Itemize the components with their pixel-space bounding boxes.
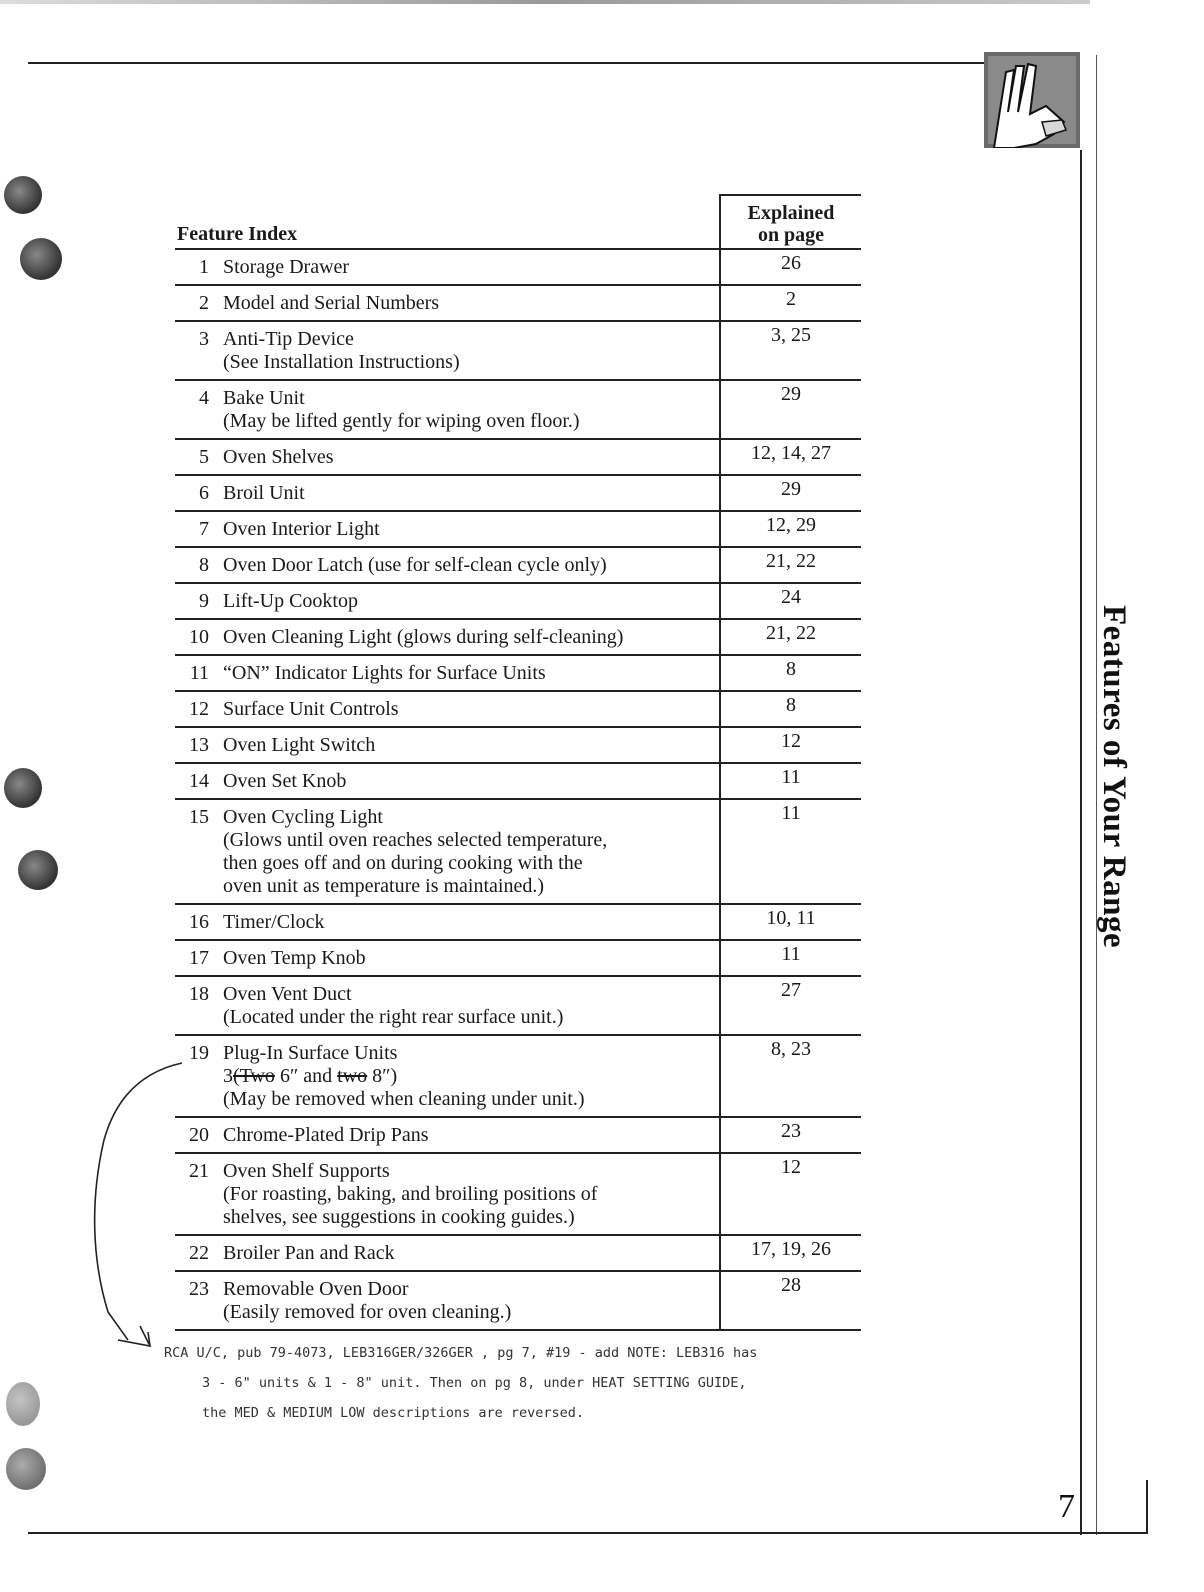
- feature-description: shelves, see suggestions in cooking guides.): [223, 1206, 575, 1228]
- page-header: [720, 195, 861, 249]
- feature-title: Model and Serial Numbers: [223, 292, 440, 314]
- feature-title: Broil Unit: [223, 482, 305, 504]
- feature-number: 17: [175, 940, 223, 976]
- note-line-1: RCA U/C, pub 79-4073, LEB316GER/326GER , pg 7, #19 - add NOTE: LEB316 has: [164, 1345, 758, 1361]
- binder-hole: [4, 176, 42, 214]
- scan-edge: [0, 0, 1090, 4]
- binder-hole: [18, 850, 58, 890]
- page-reference: 26: [720, 249, 861, 285]
- feature-description: (Easily removed for oven cleaning.): [223, 1301, 512, 1323]
- feature-number: 7: [175, 511, 223, 547]
- table-row: [175, 439, 861, 475]
- feature-name: [223, 1235, 720, 1271]
- feature-number: 6: [175, 475, 223, 511]
- page-reference: 29: [720, 380, 861, 439]
- feature-number: 9: [175, 583, 223, 619]
- feature-name: [223, 439, 720, 475]
- table-row: [175, 285, 861, 321]
- binder-hole: [6, 1382, 40, 1426]
- table-row: [175, 1117, 861, 1153]
- page-reference: 2: [720, 285, 861, 321]
- page-reference: 21, 22: [720, 619, 861, 655]
- table-row: [175, 727, 861, 763]
- corner-rule: [1146, 1480, 1148, 1532]
- feature-title: Storage Drawer: [223, 256, 350, 278]
- feature-description: (See Installation Instructions): [223, 351, 460, 373]
- page-reference: 11: [720, 799, 861, 904]
- feature-number: 21: [175, 1153, 223, 1235]
- feature-name: [223, 285, 720, 321]
- table-row: [175, 1153, 861, 1235]
- page-reference: 8: [720, 691, 861, 727]
- feature-number: 2: [175, 285, 223, 321]
- feature-title: Oven Cleaning Light (glows during self-cleaning): [223, 626, 624, 648]
- feature-name: [223, 976, 720, 1035]
- feature-name: [223, 475, 720, 511]
- feature-number: 8: [175, 547, 223, 583]
- feature-title: Plug-In Surface Units: [223, 1042, 398, 1064]
- feature-description: (May be removed when cleaning under unit.): [223, 1088, 585, 1110]
- table-row: [175, 1035, 861, 1117]
- page-reference: 3, 25: [720, 321, 861, 380]
- table-row: [175, 763, 861, 799]
- feature-name: [223, 1117, 720, 1153]
- feature-title: Chrome-Plated Drip Pans: [223, 1124, 429, 1146]
- feature-number: 18: [175, 976, 223, 1035]
- feature-description: (For roasting, baking, and broiling positions of: [223, 1183, 598, 1205]
- table-row: [175, 547, 861, 583]
- top-rule: [28, 62, 1080, 64]
- page-reference: 12, 29: [720, 511, 861, 547]
- page-reference: 21, 22: [720, 547, 861, 583]
- table-row: [175, 380, 861, 439]
- feature-number: 22: [175, 1235, 223, 1271]
- feature-index-table: [175, 194, 861, 1331]
- table-row: [175, 475, 861, 511]
- table-row: [175, 249, 861, 285]
- handwritten-edit: [223, 1065, 719, 1088]
- table-header-row: [175, 195, 861, 249]
- feature-title: “ON” Indicator Lights for Surface Units: [223, 662, 546, 684]
- page-reference: 11: [720, 763, 861, 799]
- feature-name: [223, 1271, 720, 1330]
- table-row: [175, 619, 861, 655]
- feature-description: (Located under the right rear surface unit.): [223, 1006, 564, 1028]
- page-reference: 24: [720, 583, 861, 619]
- feature-title: Bake Unit: [223, 387, 305, 409]
- feature-number: 1: [175, 249, 223, 285]
- handwritten-correction: 3: [223, 1065, 233, 1087]
- page-reference: 8: [720, 655, 861, 691]
- feature-description: (May be lifted gently for wiping oven floor.): [223, 410, 580, 432]
- feature-title: Timer/Clock: [223, 911, 325, 933]
- feature-number: 5: [175, 439, 223, 475]
- feature-name: [223, 249, 720, 285]
- page-reference: 12, 14, 27: [720, 439, 861, 475]
- table-row: [175, 1235, 861, 1271]
- feature-number: 4: [175, 380, 223, 439]
- feature-name: [223, 799, 720, 904]
- page-reference: 28: [720, 1271, 861, 1330]
- feature-number: 23: [175, 1271, 223, 1330]
- bottom-rule: [28, 1532, 1148, 1534]
- table-row: [175, 655, 861, 691]
- feature-name: [223, 380, 720, 439]
- feature-number: 12: [175, 691, 223, 727]
- feature-number: 14: [175, 763, 223, 799]
- page-header-line1: Explained: [747, 202, 835, 224]
- feature-name: [223, 763, 720, 799]
- handwritten-note: [164, 1338, 884, 1428]
- page-reference: 12: [720, 727, 861, 763]
- page-reference: 11: [720, 940, 861, 976]
- page-header-line2: on page: [757, 224, 825, 246]
- page-number: 7: [1058, 1488, 1075, 1525]
- feature-description: then goes off and on during cooking with the: [223, 852, 583, 874]
- table-row: [175, 940, 861, 976]
- table-row: [175, 583, 861, 619]
- table-row: [175, 511, 861, 547]
- hand-icon: [984, 52, 1080, 148]
- feature-title: Broiler Pan and Rack: [223, 1242, 395, 1264]
- feature-rows: [175, 249, 861, 1330]
- feature-title: Anti-Tip Device: [223, 328, 354, 350]
- table-row: [175, 691, 861, 727]
- feature-name: [223, 1035, 720, 1117]
- page-reference: 23: [720, 1117, 861, 1153]
- note-line-2: 3 - 6" units & 1 - 8" unit. Then on pg 8, under HEAT SETTING GUIDE,: [202, 1375, 747, 1391]
- table-row: [175, 321, 861, 380]
- feature-number: 19: [175, 1035, 223, 1117]
- feature-title: Oven Temp Knob: [223, 947, 366, 969]
- feature-title: Removable Oven Door: [223, 1278, 409, 1300]
- table-row: [175, 976, 861, 1035]
- feature-number: 3: [175, 321, 223, 380]
- page-reference: 17, 19, 26: [720, 1235, 861, 1271]
- table-row: [175, 1271, 861, 1330]
- feature-title: Oven Cycling Light: [223, 806, 383, 828]
- feature-name: [223, 727, 720, 763]
- feature-description: (Glows until oven reaches selected temperature,: [223, 829, 608, 851]
- binder-hole: [6, 1448, 46, 1490]
- feature-number: 13: [175, 727, 223, 763]
- binder-hole: [20, 238, 62, 280]
- feature-number: 10: [175, 619, 223, 655]
- feature-title: Oven Set Knob: [223, 770, 347, 792]
- feature-title: Oven Shelf Supports: [223, 1160, 390, 1182]
- feature-name: [223, 511, 720, 547]
- feature-name: [223, 321, 720, 380]
- edit-text: 8″): [367, 1065, 398, 1087]
- table-row: [175, 904, 861, 940]
- page-reference: 27: [720, 976, 861, 1035]
- feature-name: [223, 583, 720, 619]
- feature-name: [223, 619, 720, 655]
- feature-title: Surface Unit Controls: [223, 698, 399, 720]
- feature-description: oven unit as temperature is maintained.): [223, 875, 545, 897]
- side-rule: [1080, 150, 1082, 1535]
- feature-name: [223, 940, 720, 976]
- feature-number: 15: [175, 799, 223, 904]
- feature-number: 11: [175, 655, 223, 691]
- page-reference: 12: [720, 1153, 861, 1235]
- page-reference: 10, 11: [720, 904, 861, 940]
- feature-title: Oven Light Switch: [223, 734, 376, 756]
- feature-title: Oven Shelves: [223, 446, 334, 468]
- feature-number: 16: [175, 904, 223, 940]
- feature-name: [223, 547, 720, 583]
- page-reference: 29: [720, 475, 861, 511]
- feature-name: [223, 1153, 720, 1235]
- struck-text: two: [337, 1065, 368, 1087]
- edit-text: 6″ and: [274, 1065, 338, 1087]
- section-title: Features of Your Range: [1096, 605, 1132, 949]
- binder-hole: [4, 768, 42, 808]
- feature-header: Feature Index: [175, 195, 720, 249]
- page-reference: 8, 23: [720, 1035, 861, 1117]
- feature-title: Oven Interior Light: [223, 518, 380, 540]
- note-line-3: the MED & MEDIUM LOW descriptions are reversed.: [202, 1405, 585, 1421]
- table-row: [175, 799, 861, 904]
- struck-text: (Two: [233, 1065, 275, 1087]
- feature-name: [223, 655, 720, 691]
- feature-name: [223, 691, 720, 727]
- feature-name: [223, 904, 720, 940]
- feature-number: 20: [175, 1117, 223, 1153]
- feature-title: Oven Door Latch (use for self-clean cycle only): [223, 554, 607, 576]
- feature-title: Lift-Up Cooktop: [223, 590, 358, 612]
- feature-title: Oven Vent Duct: [223, 983, 352, 1005]
